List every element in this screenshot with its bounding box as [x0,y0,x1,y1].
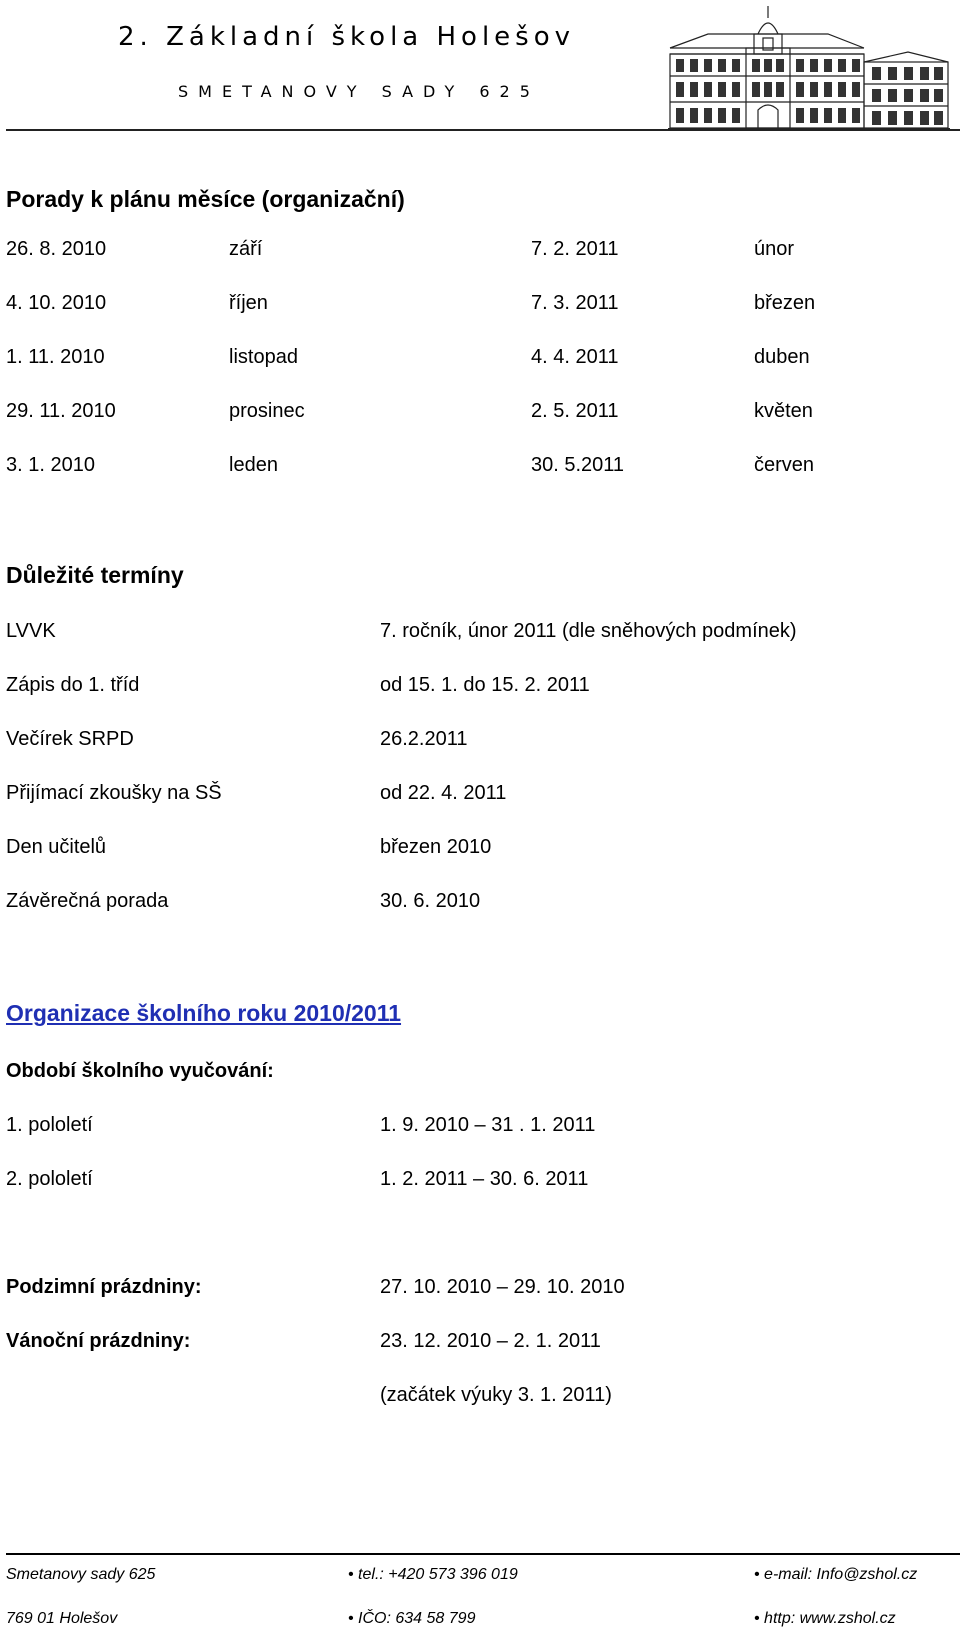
meeting-month: listopad [229,346,298,368]
meeting-date: 30. 5.2011 [531,454,625,476]
holiday-note: (začátek výuky 3. 1. 2011) [380,1384,612,1406]
important-value: 30. 6. 2010 [380,890,481,912]
footer-phone: • tel.: +420 573 396 019 [348,1566,518,1583]
meeting-month: prosinec [229,400,305,422]
semester-range: 1. 9. 2010 – 31 . 1. 2011 [380,1114,596,1136]
meeting-date: 26. 8. 2010 [6,238,107,260]
important-value: březen 2010 [380,836,492,858]
meeting-month: březen [754,292,816,314]
important-dates-heading: Důležité termíny [6,562,184,588]
meeting-date: 7. 2. 2011 [531,238,619,260]
footer-address-city: 769 01 Holešov [6,1610,118,1627]
important-label: Zápis do 1. tříd [6,674,140,696]
semester-label: 1. pololetí [6,1114,93,1136]
school-building-illustration [668,4,950,132]
footer-address-street: Smetanovy sady 625 [6,1566,156,1583]
meeting-date: 7. 3. 2011 [531,292,619,314]
important-value: 26.2.2011 [380,728,468,750]
meeting-month: říjen [229,292,268,314]
important-label: LVVK [6,620,56,642]
meetings-heading: Porady k plánu měsíce (organizační) [6,186,405,212]
meeting-month: únor [754,238,795,260]
important-label: Přijímací zkoušky na SŠ [6,782,222,804]
meeting-date: 3. 1. 2010 [6,454,95,476]
important-label: Den učitelů [6,836,107,858]
meeting-date: 2. 5. 2011 [531,400,619,422]
meeting-month: září [229,238,263,260]
holiday-label: Vánoční prázdniny: [6,1330,191,1352]
semester-label: 2. pololetí [6,1168,93,1190]
important-label: Závěrečná porada [6,890,169,912]
meeting-month: leden [229,454,278,476]
meeting-month: květen [754,400,813,422]
important-value: od 15. 1. do 15. 2. 2011 [380,674,590,696]
meeting-month: duben [754,346,810,368]
footer-ico: • IČO: 634 58 799 [348,1610,476,1627]
semester-range: 1. 2. 2011 – 30. 6. 2011 [380,1168,589,1190]
school-address: SMETANOVY SADY 625 [178,82,540,101]
meeting-date: 4. 10. 2010 [6,292,107,314]
footer-email[interactable]: • e-mail: Info@zshol.cz [754,1566,918,1583]
header-divider [6,129,960,131]
important-value: od 22. 4. 2011 [380,782,507,804]
meeting-date: 1. 11. 2010 [6,346,105,368]
footer-website[interactable]: • http: www.zshol.cz [754,1610,896,1627]
holiday-range: 23. 12. 2010 – 2. 1. 2011 [380,1330,601,1352]
school-name: 2. Základní škola Holešov [118,22,576,52]
important-label: Večírek SRPD [6,728,134,750]
meeting-date: 4. 4. 2011 [531,346,619,368]
school-year-organization-link[interactable]: Organizace školního roku 2010/2011 [6,1000,402,1026]
meeting-month: červen [754,454,815,476]
important-value: 7. ročník, únor 2011 (dle sněhových podmínek) [380,620,797,642]
footer-divider [6,1553,960,1555]
holiday-range: 27. 10. 2010 – 29. 10. 2010 [380,1276,625,1298]
period-heading: Období školního vyučování: [6,1060,274,1082]
meeting-date: 29. 11. 2010 [6,400,116,422]
holiday-label: Podzimní prázdniny: [6,1276,202,1298]
